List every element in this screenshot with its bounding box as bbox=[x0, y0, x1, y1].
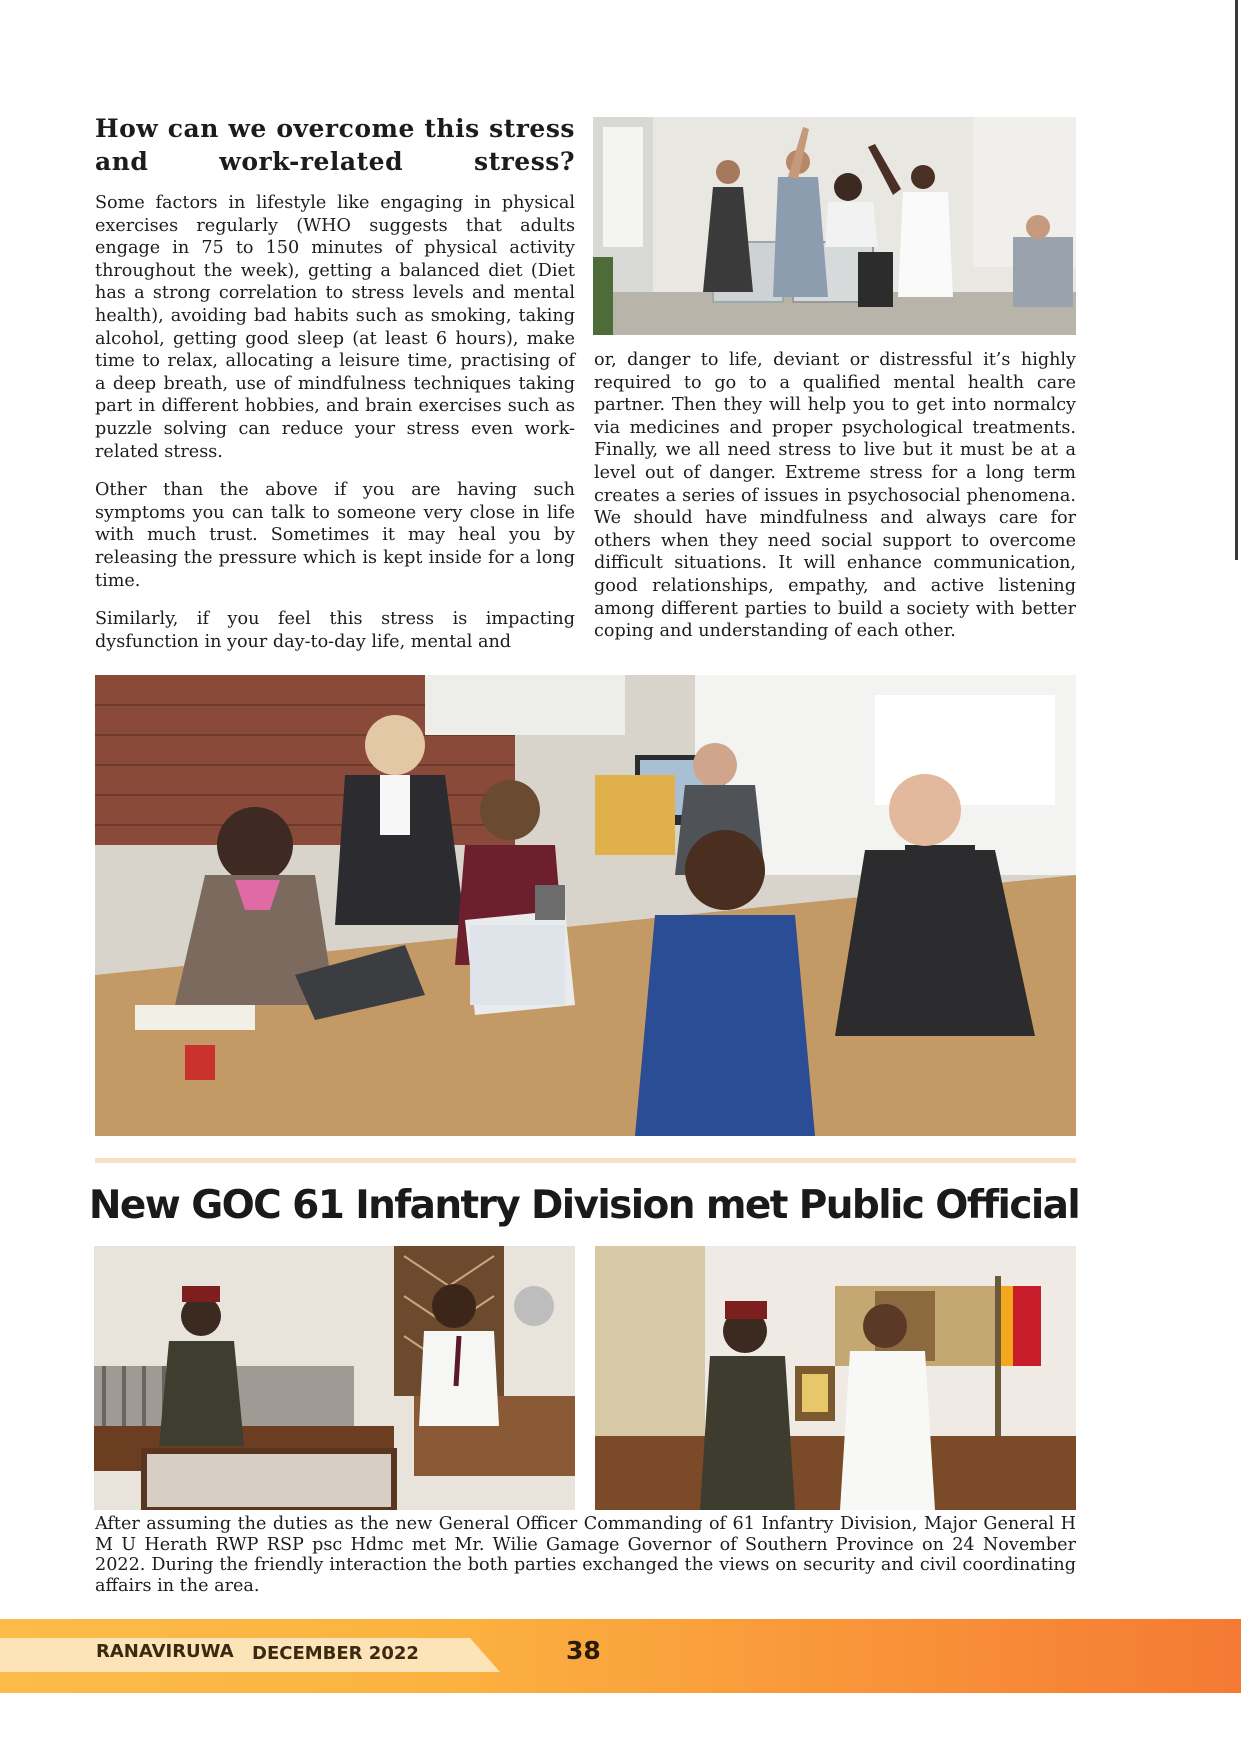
article-paragraph: Similarly, if you feel this stress is impacting dysfunction in your day-to-day life, mental and bbox=[95, 609, 575, 652]
article-heading: How can we overcome this stress and work-related stress? bbox=[95, 114, 575, 176]
plaque-presentation-photo bbox=[595, 1246, 1076, 1510]
news-body: After assuming the duties as the new General Officer Commanding of 61 Infantry Division, Major General H M U Herath RWP RSP psc Hdmc met Mr. Wilie Gamage Governor of Southern Province on 24 November 2022. During the friendly interaction the both parties exchanged the views on security and civil coordinating affairs in the area. bbox=[95, 1514, 1076, 1596]
footer-band bbox=[0, 1638, 500, 1672]
office-celebration-photo bbox=[593, 117, 1076, 335]
footer-brand: RANAVIRUWA bbox=[96, 1641, 234, 1662]
meeting-sofa-photo bbox=[94, 1246, 575, 1510]
footer-date: DECEMBER 2022 bbox=[252, 1643, 419, 1664]
article-right-column bbox=[594, 349, 1076, 659]
article-paragraph: Some factors in lifestyle like engaging in physical exercises regularly (WHO suggests that adults engage in 75 to 150 minutes of physical activity throughout the week), getting a balanced diet (Diet has a strong correlation to stress levels and mental health), avoiding bad habits such as smoking, taking alcohol, getting good sleep (at least 6 hours), make time to relax, allocating a leisure time, practising of a deep breath, use of mindfulness techniques taking part in different hobbies, and brain exercises such as puzzle solving can reduce your stress even work-related stress. bbox=[95, 193, 575, 462]
article-left-column bbox=[95, 192, 575, 669]
page-edge-mark bbox=[1235, 0, 1238, 560]
page-number: 38 bbox=[566, 1636, 601, 1665]
news-title: New GOC 61 Infantry Division met Public Official bbox=[88, 1183, 1080, 1228]
office-meeting-photo bbox=[95, 675, 1076, 1136]
section-divider bbox=[95, 1158, 1076, 1163]
article-paragraph: or, danger to life, deviant or distressful it’s highly required to go to a qualified mental health care partner. Then they will help you to get into normalcy via medicines and proper psychological treatments. Finally, we all need stress to live but it must be at a level out of danger. Extreme stress for a long term creates a series of issues in psychosocial phenomena. We should have mindfulness and always care for others when they need social support to overcome difficult situations. It will enhance communication, good relationships, empathy, and active listening among different parties to build a society with better coping and understanding of each other. bbox=[594, 350, 1076, 642]
article-paragraph: Other than the above if you are having such symptoms you can talk to someone very close in life with much trust. Sometimes it may heal you by releasing the pressure which is kept inside for a long time. bbox=[95, 480, 575, 591]
